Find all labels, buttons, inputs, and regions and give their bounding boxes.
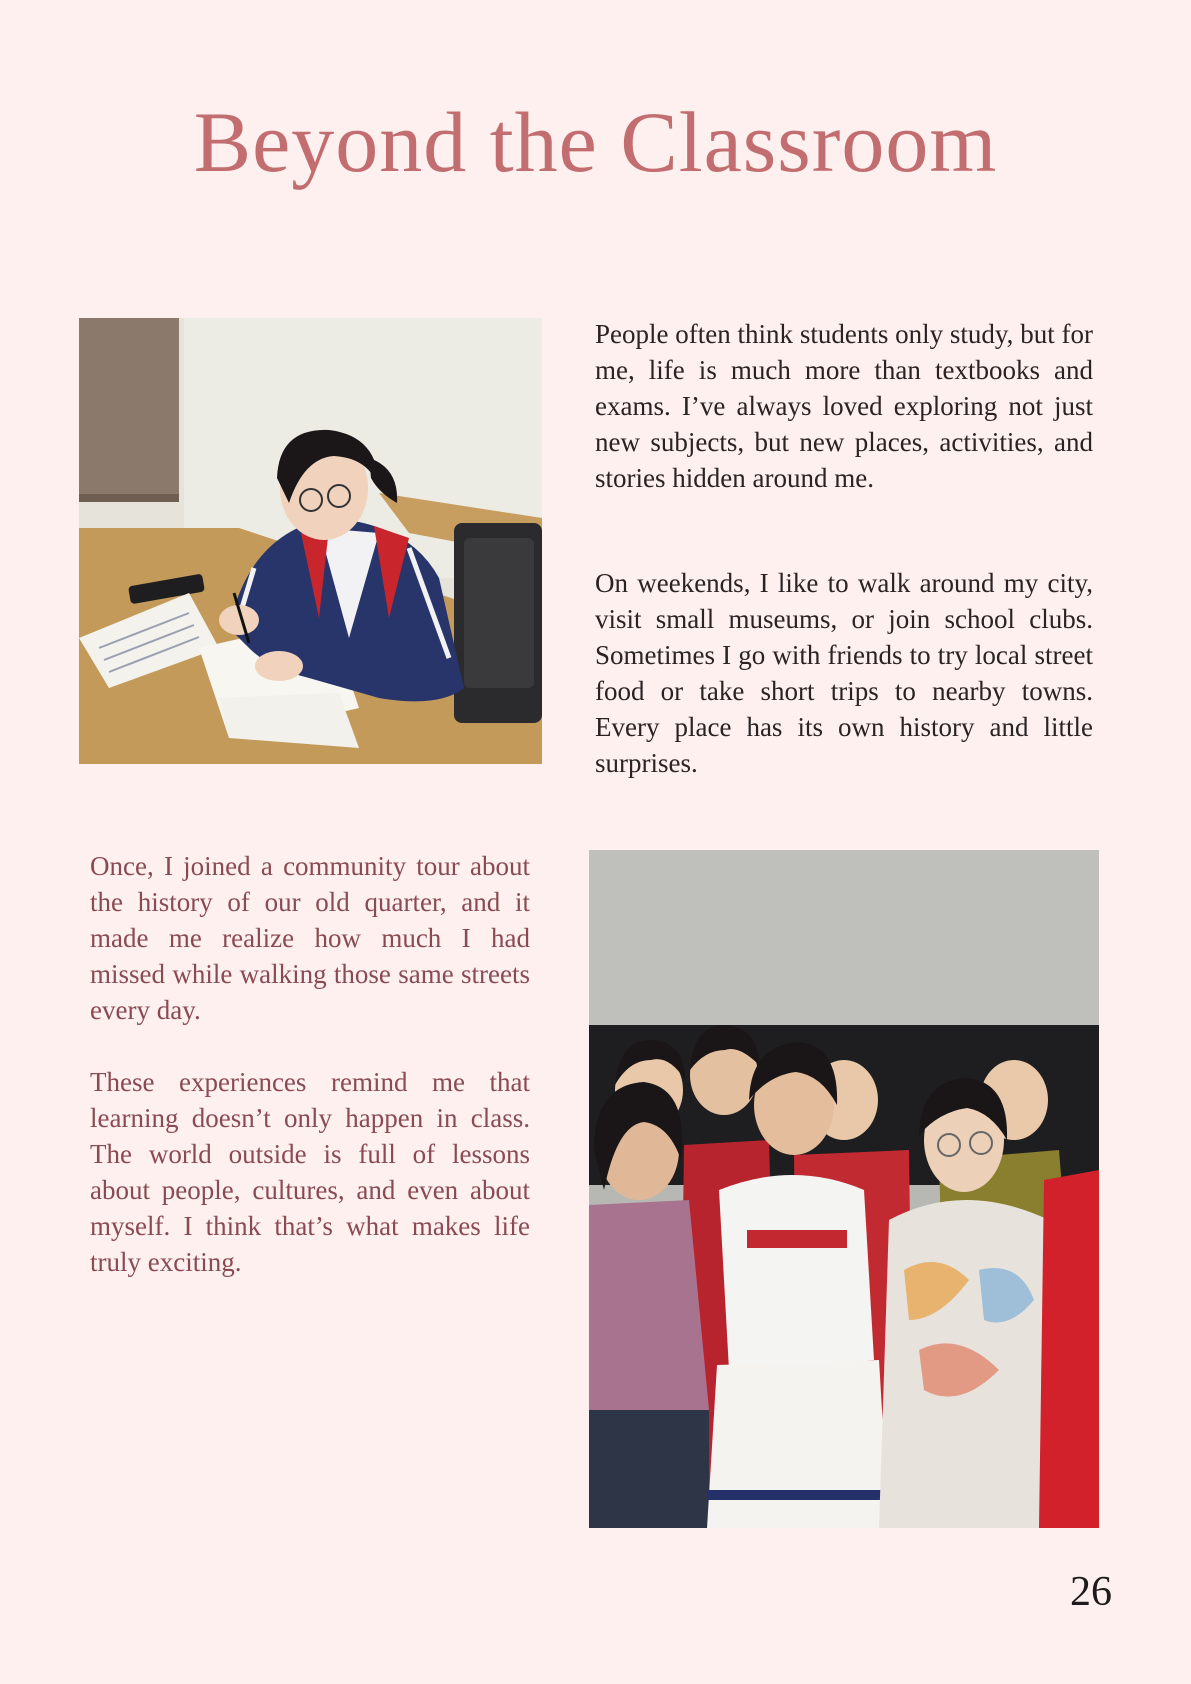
paragraph-experiences: These experiences remind me that learning doesn’t only happen in class. The world outside is full of lessons about people, cultures, and even about myself. I think that’s what makes life truly exciting.	[90, 1067, 530, 1277]
paragraph-weekends: On weekends, I like to walk around my city, visit small museums, or join school clubs. Sometimes I go with friends to try local street food or take short trips to nearby towns. Every place has its own history and little surprises.	[595, 568, 1093, 778]
photo-community-tour	[589, 850, 1099, 1528]
page-number: 26	[1070, 1569, 1112, 1615]
photo-student-studying	[79, 318, 542, 764]
paragraph-community-tour: Once, I joined a community tour about the history of our old quarter, and it made me realize how much I had missed while walking those same streets every day.	[90, 851, 530, 1025]
paragraph-intro: People often think students only study, but for me, life is much more than textbooks and exams. I’ve always loved exploring not just new subjects, but new places, activities, and stories hidden around me.	[595, 319, 1093, 493]
page-title: Beyond the Classroom	[193, 94, 998, 190]
